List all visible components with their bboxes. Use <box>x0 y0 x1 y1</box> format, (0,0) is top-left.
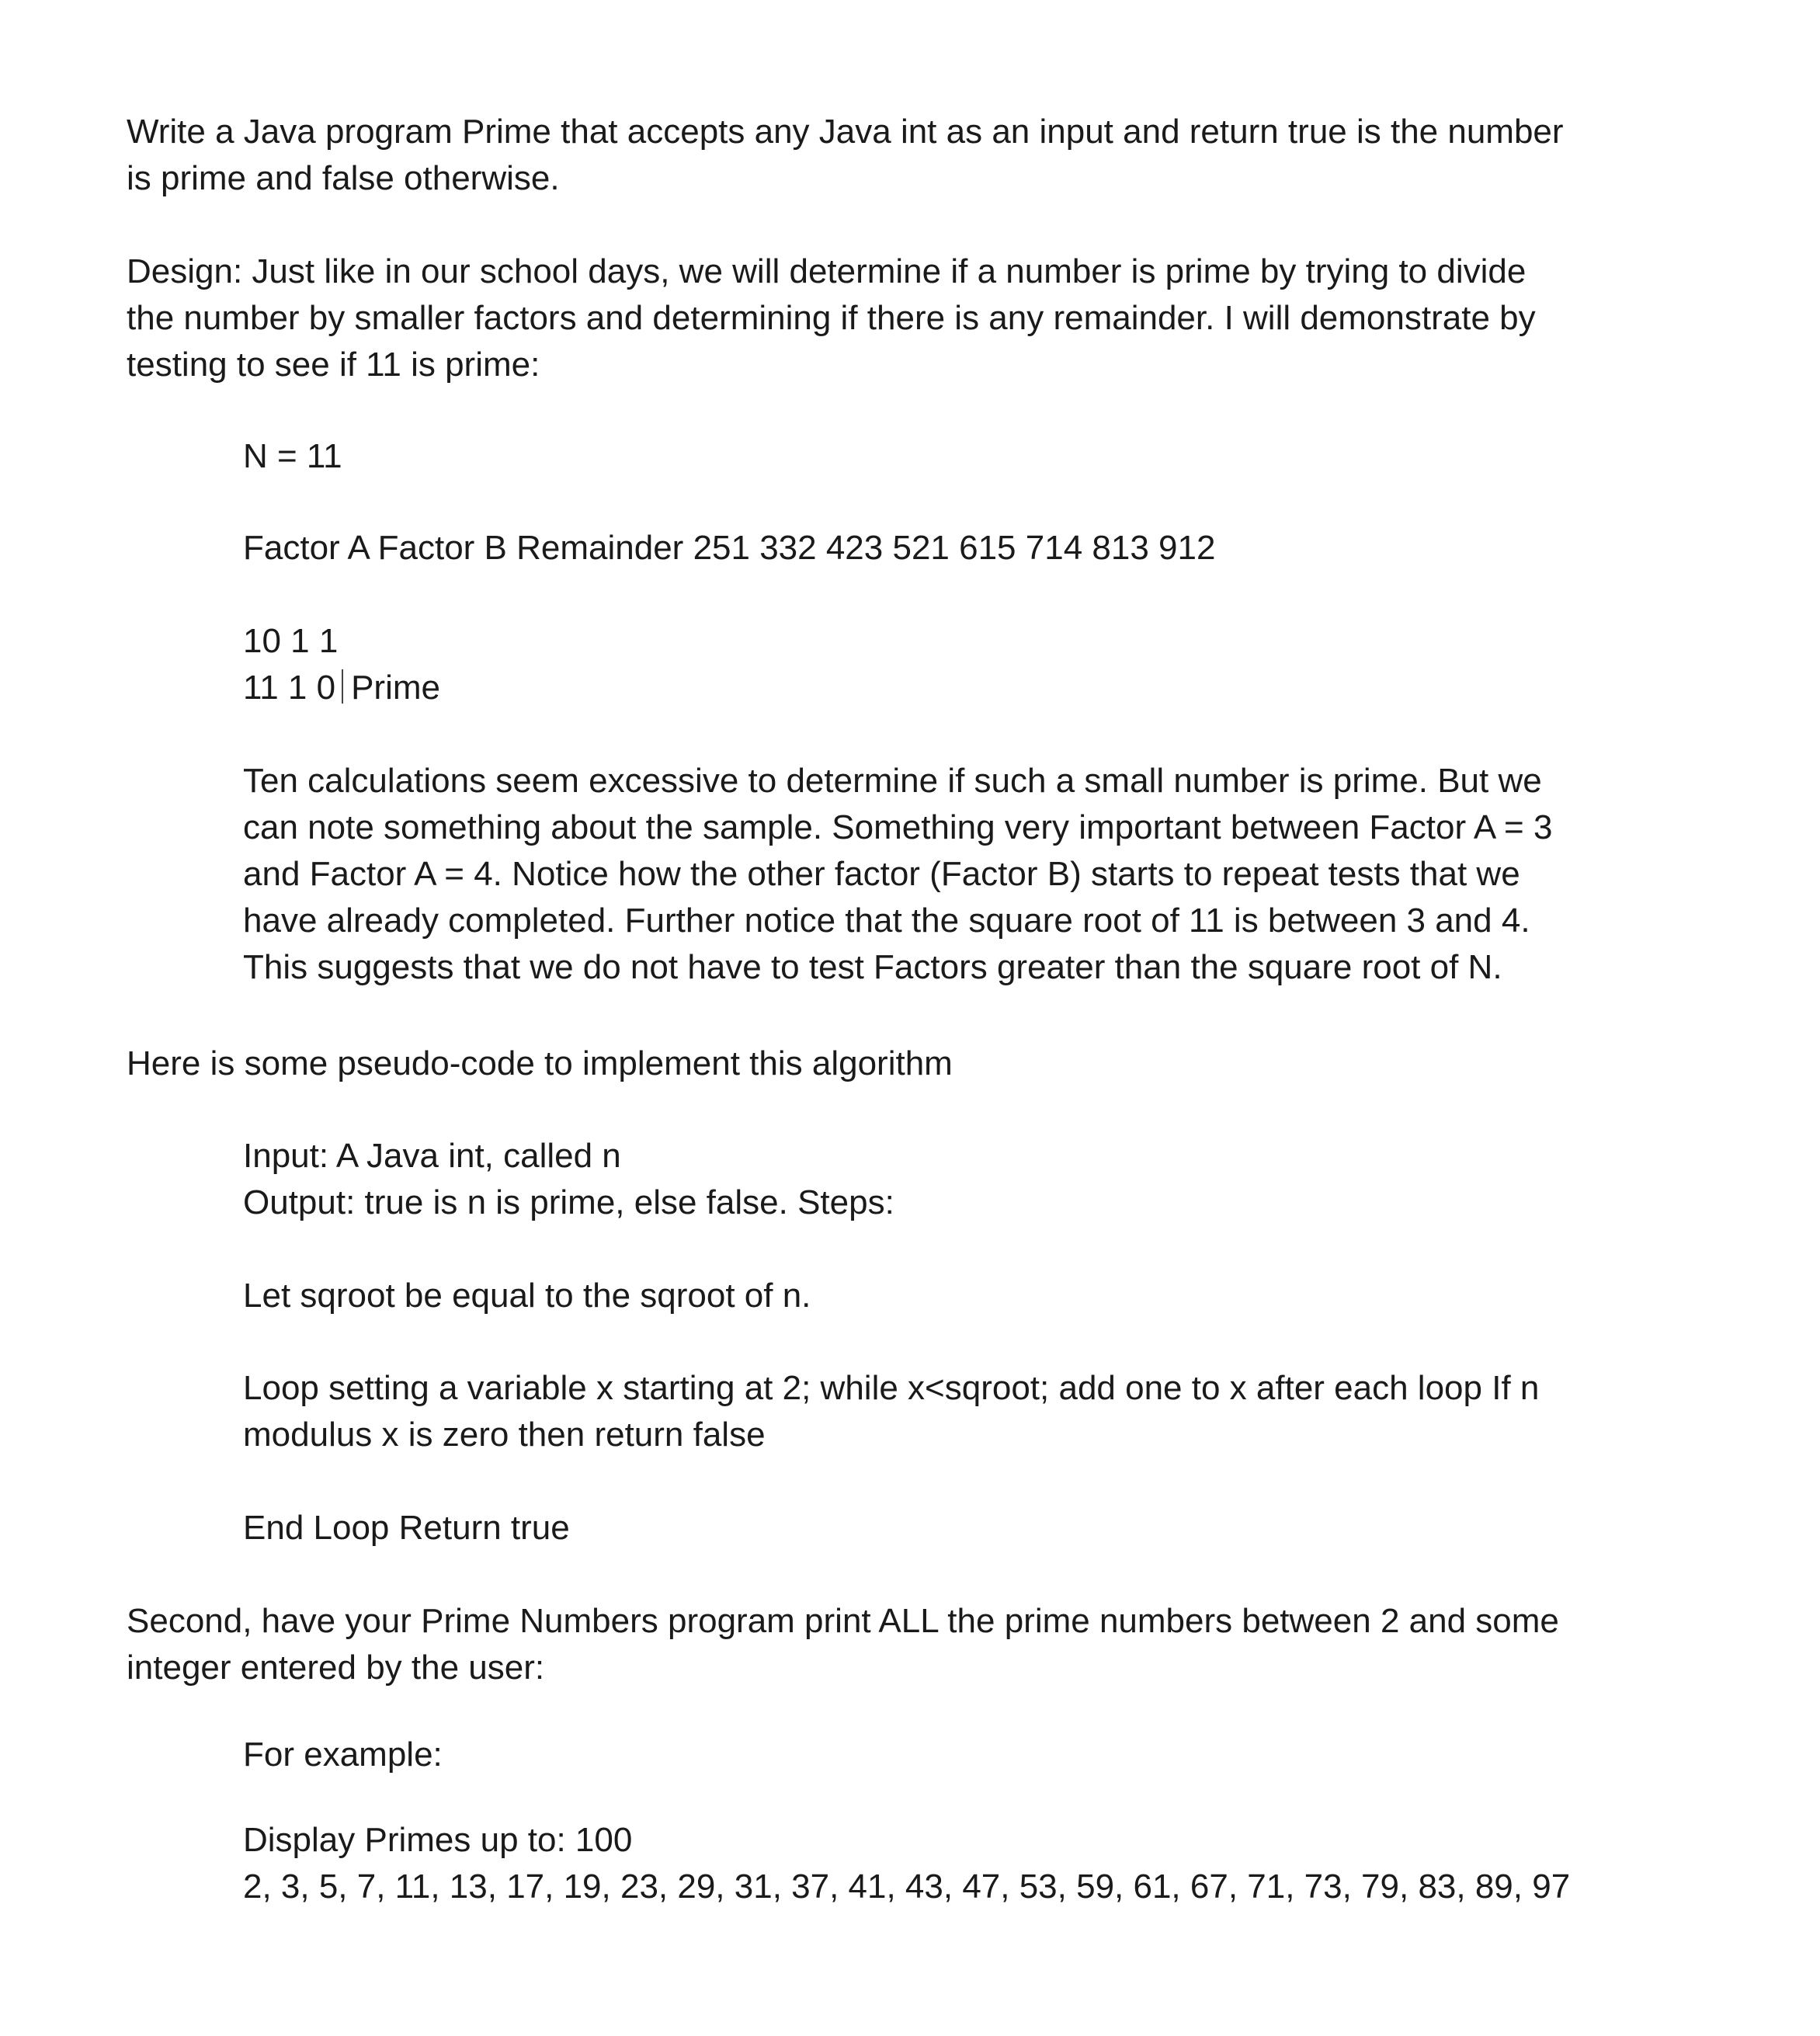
second-line-2: integer entered by the user: <box>127 1649 545 1687</box>
example-label: For example: <box>243 1735 443 1774</box>
sample-primes-output: 2, 3, 5, 7, 11, 13, 17, 19, 23, 29, 31, 37, 41, 43, 47, 53, 59, 61, 67, 71, 73, 79, 83, 89, 97 <box>243 1867 1571 1906</box>
row-separator <box>342 669 343 704</box>
analysis-line-4: have already completed. Further notice that the square root of 11 is between 3 and 4. <box>243 902 1530 940</box>
analysis-line-5: This suggests that we do not have to test Factors greater than the square root of N. <box>243 948 1502 986</box>
second-line-1: Second, have your Prime Numbers program print ALL the prime numbers between 2 and some <box>127 1602 1559 1640</box>
pseudo-step-3: End Loop Return true <box>243 1509 570 1547</box>
intro-paragraph <box>127 109 1564 202</box>
analysis-line-3: and Factor A = 4. Notice how the other factor (Factor B) starts to repeat tests that we <box>243 855 1520 893</box>
pseudo-input: Input: A Java int, called n <box>243 1137 621 1175</box>
design-paragraph <box>127 248 1536 388</box>
analysis-paragraph <box>243 758 1552 991</box>
pseudo-step-2 <box>243 1365 1539 1458</box>
factor-rows <box>243 618 440 711</box>
analysis-line-1: Ten calculations seem excessive to determine if such a small number is prime. But we <box>243 762 1542 800</box>
second-paragraph <box>127 1598 1559 1691</box>
design-line-1: Design: Just like in our school days, we will determine if a number is prime by trying to divide <box>127 252 1527 290</box>
pseudo-output: Output: true is n is prime, else false. Steps: <box>243 1183 894 1221</box>
pseudo-step-2-line-1: Loop setting a variable x starting at 2; while x<sqroot; add one to x after each loop If n <box>243 1369 1540 1407</box>
factor-row-11-values: 11 1 0 <box>243 669 336 707</box>
intro-line-1: Write a Java program Prime that accepts any Java int as an input and return true is the number <box>127 113 1564 151</box>
analysis-line-2: can note something about the sample. Something very important between Factor A = 3 <box>243 808 1553 846</box>
sample-output-block <box>243 1817 1570 1910</box>
sample-prompt: Display Primes up to: 100 <box>243 1821 633 1859</box>
design-line-2: the number by smaller factors and determining if there is any remainder. I will demonstrate by <box>127 299 1536 337</box>
pseudo-step-2-line-2: modulus x is zero then return false <box>243 1416 766 1454</box>
factor-table-line: Factor A Factor B Remainder 251 332 423 521 615 714 813 912 <box>243 529 1216 567</box>
factor-row-11-result: Prime <box>351 669 440 707</box>
intro-line-2: is prime and false otherwise. <box>127 159 560 197</box>
design-line-3: testing to see if 11 is prime: <box>127 346 540 384</box>
pseudo-intro: Here is some pseudo-code to implement this algorithm <box>127 1044 953 1082</box>
n-equals-line: N = 11 <box>243 437 342 475</box>
pseudo-step-1: Let sqroot be equal to the sqroot of n. <box>243 1277 811 1315</box>
factor-row-11 <box>243 665 440 711</box>
pseudo-io <box>243 1133 894 1226</box>
factor-row-10: 10 1 1 <box>243 622 339 660</box>
